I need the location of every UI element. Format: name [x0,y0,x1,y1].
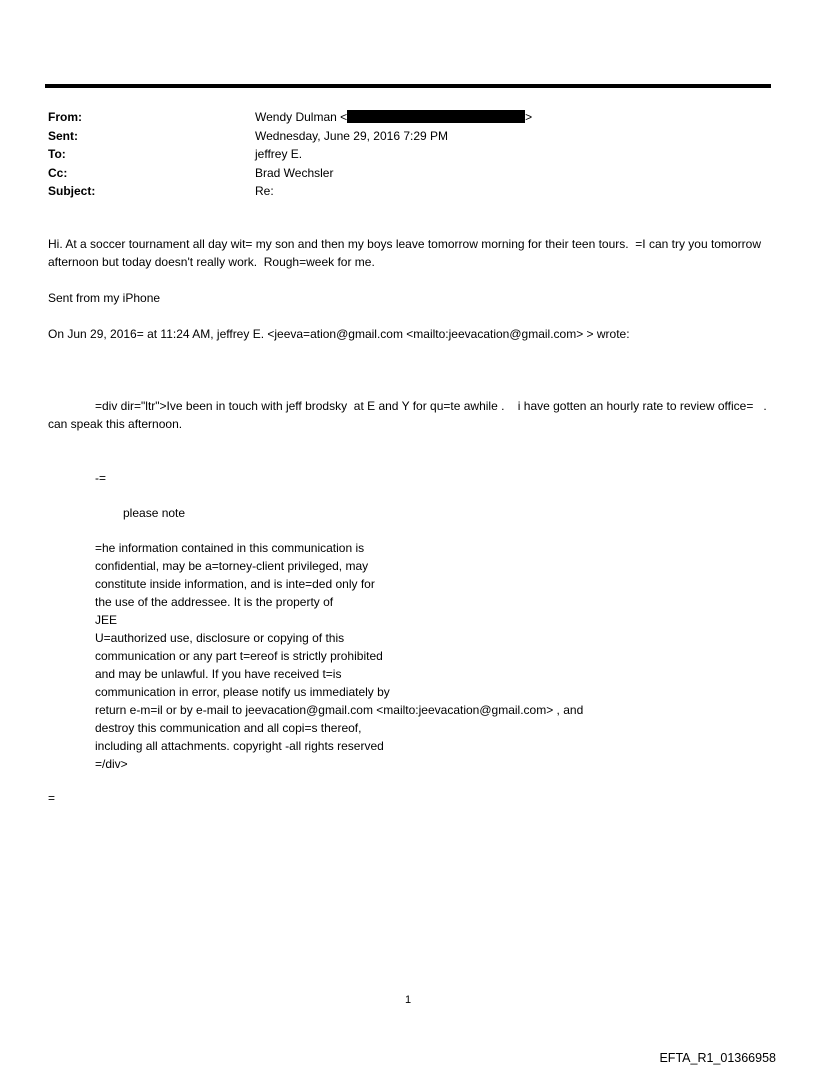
legal-disclaimer-block [95,539,778,773]
header-row-sent [48,127,770,146]
to-label: To: [48,147,66,161]
to-value: jeffrey E. [255,147,303,161]
sent-label: Sent: [48,128,78,143]
dash-separator-line: -= [95,471,107,485]
header-row-to [48,145,770,164]
email-header [48,108,770,201]
disclaimer-line: =he information contained in this communication is [95,541,365,555]
from-label: From: [48,110,82,124]
please-note-heading: please note [123,506,186,520]
disclaimer-line: confidential, may be a=torney-client privileged, may [95,559,369,573]
disclaimer-line: =/div> [95,757,128,771]
cc-value: Brad Wechsler [255,165,334,180]
trailing-equals-sign: = [48,791,56,805]
disclaimer-line: constitute inside information, and is inte=ded only for [95,577,375,591]
disclaimer-line: the use of the addressee. It is the property of [95,595,334,609]
header-row-from [48,108,770,127]
disclaimer-line: communication in error, please notify us immediately by [95,685,390,699]
header-row-subject [48,182,770,201]
disclaimer-line: communication or any part t=ereof is strictly prohibited [95,649,383,663]
from-close-bracket: > [525,110,533,124]
disclaimer-line: destroy this communication and all copi=s thereof, [95,721,362,735]
subject-value: Re: [255,184,274,198]
quote-attribution-line: On Jun 29, 2016= at 11:24 AM, jeffrey E. <jeeva=ation@gmail.com <mailto:jeevacation@gmail.com> > wrote: [48,327,630,341]
header-row-cc [48,164,770,183]
from-value [255,108,770,127]
header-divider-rule [45,84,771,88]
bates-number: EFTA_R1_01366958 [659,1051,776,1065]
disclaimer-line: including all attachments. copyright -all rights reserved [95,739,384,753]
disclaimer-line: return e-m=il or by e-mail to jeevacation@gmail.com <mailto:jeevacation@gmail.com> , and [95,703,584,717]
disclaimer-line: and may be unlawful. If you have received t=is [95,667,342,681]
email-body [48,235,778,807]
redaction-bar [347,110,525,123]
sent-from-iphone-line: Sent from my iPhone [48,291,161,305]
sent-value: Wednesday, June 29, 2016 7:29 PM [255,128,449,143]
intro-paragraph: Hi. At a soccer tournament all day wit= my son and then my boys leave tomorrow morning for their teen tours. =I can try you tomorrow afternoon but today doesn't really work. Rough=week for me. [48,237,765,269]
subject-label: Subject: [48,184,96,198]
disclaimer-line: U=authorized use, disclosure or copying of this [95,631,345,645]
cc-label: Cc: [48,165,68,180]
disclaimer-line: JEE [95,613,118,627]
reply-paragraph: =div dir="ltr">Ive been in touch with jeff brodsky at E and Y for qu=te awhile . i have gotten an hourly rate to review office= . can speak this afternoon. [48,399,774,431]
page-number: 1 [404,994,412,1006]
from-sender-name: Wendy Dulman < [255,110,348,124]
